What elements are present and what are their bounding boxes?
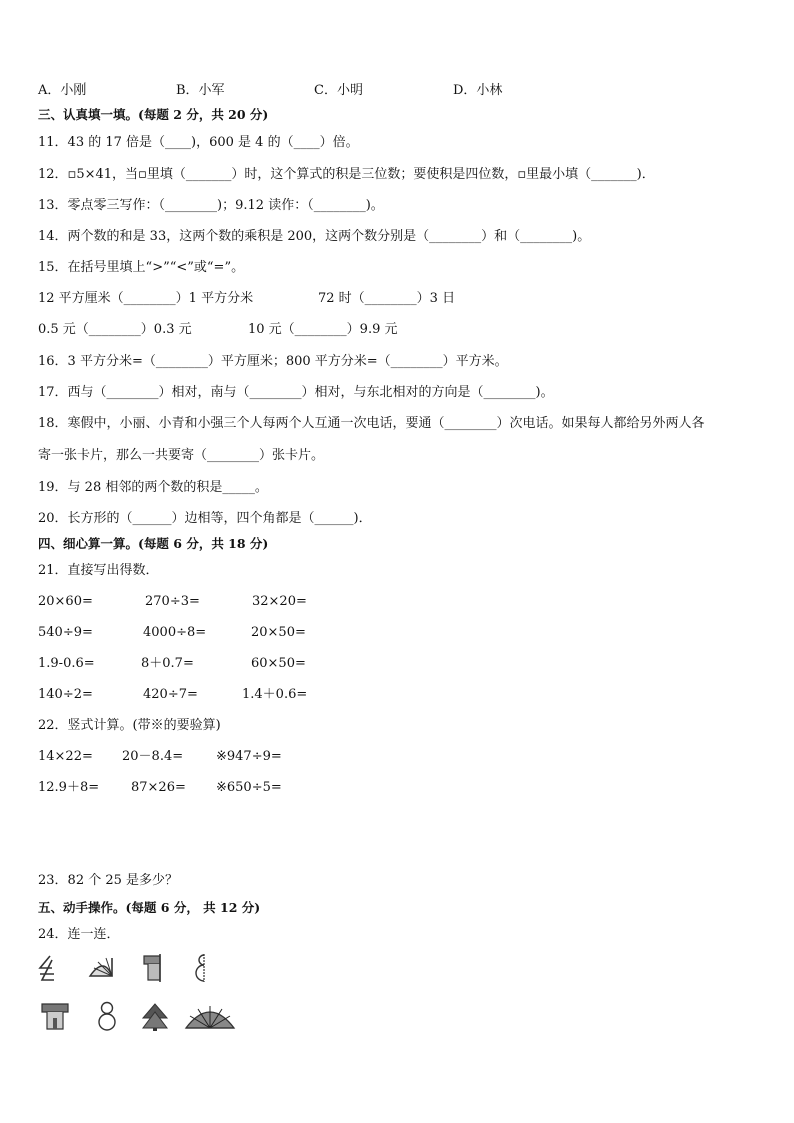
calc-item: 420÷7=	[143, 687, 198, 702]
question-24: 24．连一连．	[38, 927, 120, 942]
question-15: 15．在括号里填上“>”“<”或“=”。	[38, 260, 245, 275]
question-12: 12．▫5×41，当▫里填（_______）时，这个算式的积是三位数；要使积是四位数，▫里最小填（_______)．	[38, 167, 655, 182]
calc-item: 8＋0.7=	[141, 656, 194, 671]
question-14: 14．两个数的和是 33，这两个数的乘积是 200，这两个数分别是（________）和（________)。	[38, 229, 591, 244]
half-umbrella-icon[interactable]	[86, 954, 116, 980]
calc-item: 4000÷8=	[143, 625, 207, 640]
vertical-calc-item: ※650÷5=	[216, 780, 282, 795]
question-21: 21．直接写出得数．	[38, 563, 159, 578]
calc-item: 20×60=	[38, 594, 93, 609]
calc-item: 60×50=	[251, 656, 306, 671]
question-18-line-1: 18．寒假中，小丽、小青和小强三个人每两个人互通一次电话，要通（________）次电话。如果每人都给另外两人各	[38, 416, 705, 431]
question-17: 17．西与（________）相对，南与（________）相对，与东北相对的方向是（________)。	[38, 385, 554, 400]
calc-item: 140÷2=	[38, 687, 93, 702]
option-d: D．小林	[453, 83, 503, 98]
question-15-item: 72 时（________）3 日	[318, 291, 456, 306]
question-16: 16．3 平方分米=（________）平方厘米；800 平方分米=（________）平方米。	[38, 354, 508, 369]
vertical-calc-item: 12.9＋8=	[38, 780, 100, 795]
question-15-item: 12 平方厘米（________）1 平方分米	[38, 291, 254, 306]
calc-item: 270÷3=	[145, 594, 200, 609]
section-4-heading: 四、细心算一算。(每题 6 分，共 18 分)	[38, 536, 269, 551]
calc-item: 20×50=	[251, 625, 306, 640]
figure-lines-icon[interactable]	[36, 954, 60, 984]
half-house-icon[interactable]	[142, 952, 164, 982]
section-5-heading: 五、动手操作。(每题 6 分， 共 12 分)	[38, 900, 261, 915]
calc-item: 32×20=	[252, 594, 307, 609]
vertical-calc-item: 20－8.4=	[122, 749, 184, 764]
calc-item: 540÷9=	[38, 625, 93, 640]
house-icon[interactable]	[40, 1000, 70, 1032]
vertical-calc-item: 87×26=	[131, 780, 186, 795]
section-3-heading: 三、认真填一填。(每题 2 分，共 20 分)	[38, 107, 269, 122]
question-18-line-2: 寄一张卡片，那么一共要寄（________）张卡片。	[38, 448, 325, 463]
question-23: 23．82 个 25 是多少？	[38, 873, 179, 888]
vertical-calc-item: ※947÷9=	[216, 749, 282, 764]
option-c: C．小明	[314, 83, 363, 98]
question-13: 13．零点零三写作：（________)；9.12 读作：（________)。	[38, 198, 384, 213]
calc-item: 1.4＋0.6=	[242, 687, 308, 702]
half-snowman-icon[interactable]	[194, 952, 214, 984]
calc-item: 1.9-0.6=	[38, 656, 95, 671]
question-20: 20．长方形的（______）边相等，四个角都是（______)．	[38, 511, 372, 526]
question-15-item: 0.5 元（________）0.3 元	[38, 322, 192, 337]
umbrella-icon[interactable]	[184, 1004, 236, 1032]
snowman-icon[interactable]	[96, 1000, 118, 1032]
option-b: B．小军	[176, 83, 225, 98]
option-a: A．小刚	[38, 83, 87, 98]
question-22: 22．竖式计算。(带※的要验算)	[38, 718, 221, 733]
question-15-item: 10 元（________）9.9 元	[248, 322, 398, 337]
vertical-calc-item: 14×22=	[38, 749, 93, 764]
question-11: 11．43 的 17 倍是（____)，600 是 4 的（____）倍。	[38, 135, 359, 150]
question-19: 19．与 28 相邻的两个数的积是_____。	[38, 480, 268, 495]
tree-icon[interactable]	[140, 1002, 170, 1032]
